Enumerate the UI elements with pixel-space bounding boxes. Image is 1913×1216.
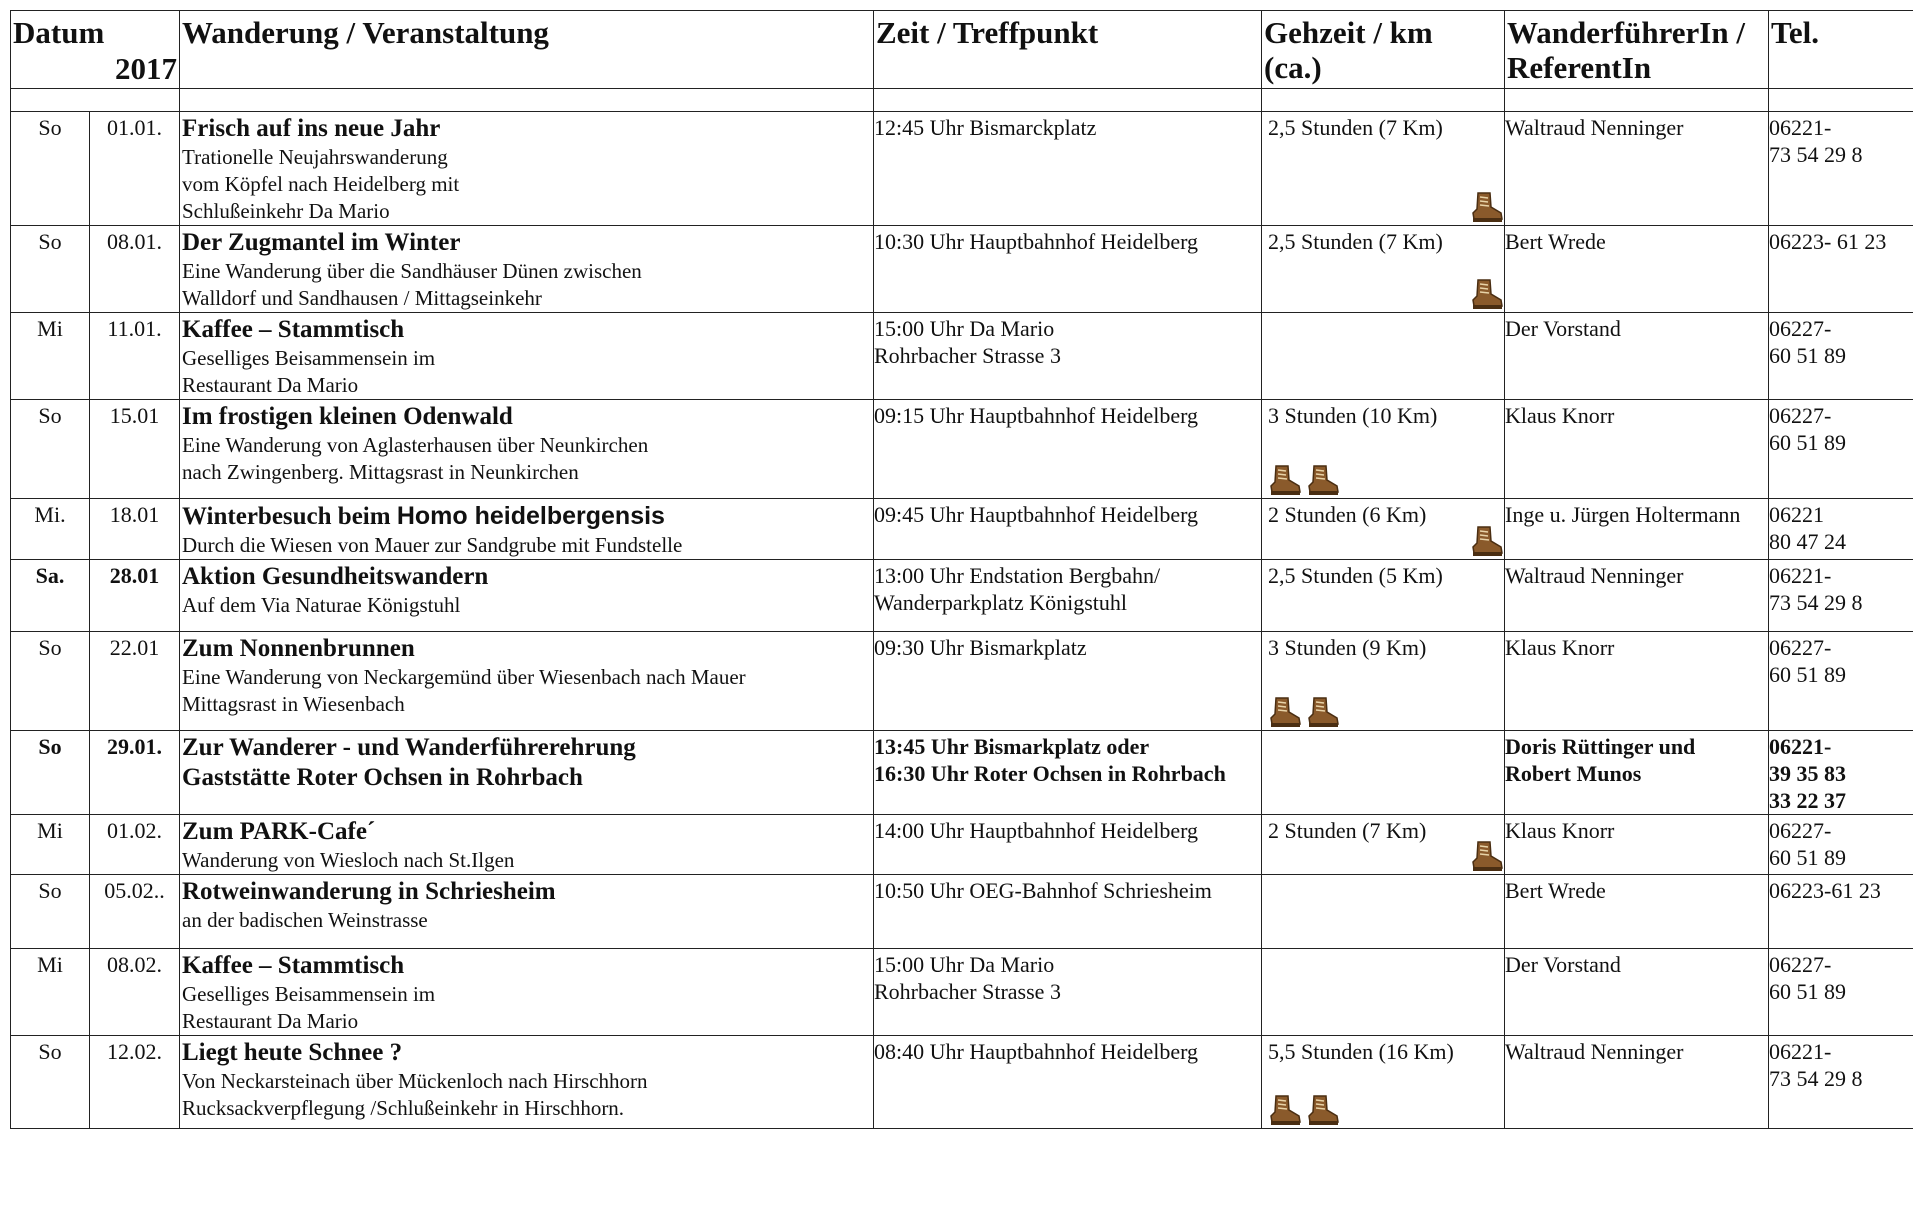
- event-title: [182, 501, 873, 532]
- header-leader: [1505, 11, 1769, 89]
- header-row: [11, 11, 1913, 89]
- event-description-line: Restaurant Da Mario: [182, 373, 359, 397]
- leader-line: Klaus Knorr: [1505, 403, 1615, 428]
- meeting-cell: [874, 949, 1262, 1036]
- duration-text: 2,5 Stunden (7 Km): [1268, 115, 1443, 140]
- phone-cell: [1769, 313, 1913, 400]
- event-description-line: Eine Wanderung von Aglasterhausen über Neunkirchen: [182, 433, 649, 457]
- phone-line: 06223- 61 23: [1769, 229, 1887, 254]
- event-cell: [180, 499, 874, 560]
- phone-cell: [1769, 1036, 1913, 1129]
- phone-cell: [1769, 112, 1913, 226]
- difficulty-boots: [1266, 1092, 1340, 1128]
- event-description-line: Auf dem Via Naturae Königstuhl: [182, 593, 461, 617]
- duration-text: 3 Stunden (9 Km): [1268, 635, 1427, 660]
- event-cell: [180, 632, 874, 731]
- event-title: [182, 733, 873, 763]
- table-row: [11, 560, 1913, 632]
- schedule-body: [11, 112, 1913, 1129]
- hiking-boot-icon: [1266, 462, 1302, 498]
- header-duration-line1: Gehzeit / km: [1264, 15, 1433, 50]
- header-duration: [1262, 11, 1505, 89]
- event-title-text: Der Zugmantel im Winter: [182, 229, 461, 256]
- event-description-line: Eine Wanderung von Neckargemünd über Wiesenbach nach Mauer: [182, 665, 746, 689]
- event-cell: [180, 226, 874, 313]
- event-description-line: Wanderung von Wiesloch nach St.Ilgen: [182, 848, 515, 872]
- phone-cell: [1769, 949, 1913, 1036]
- duration-cell: [1262, 226, 1505, 313]
- event-cell: [180, 1036, 874, 1129]
- leader-line: Waltraud Nenninger: [1505, 1039, 1684, 1064]
- event-cell: [180, 731, 874, 815]
- event-title-text: Kaffee – Stammtisch: [182, 316, 405, 343]
- header-tel: Tel.: [1769, 11, 1913, 89]
- duration-cell: [1262, 875, 1505, 949]
- header-duration-line2: (ca.): [1264, 50, 1322, 85]
- meeting-cell: [874, 560, 1262, 632]
- hiking-boot-icon: [1304, 694, 1340, 730]
- duration-cell: [1262, 949, 1505, 1036]
- event-description-line: an der badischen Weinstrasse: [182, 908, 428, 932]
- event-title-text: Frisch auf ins neue Jahr: [182, 115, 441, 142]
- leader-cell: [1505, 815, 1769, 875]
- event-description-line: Eine Wanderung über die Sandhäuser Dünen zwischen: [182, 259, 642, 283]
- event-title: [182, 951, 873, 981]
- difficulty-boots: [1266, 462, 1340, 498]
- leader-line: Klaus Knorr: [1505, 818, 1615, 843]
- leader-line: Der Vorstand: [1505, 952, 1621, 977]
- duration-text: 2,5 Stunden (7 Km): [1268, 229, 1443, 254]
- date-cell: 08.01.: [90, 226, 180, 313]
- meeting-line: 10:30 Uhr Hauptbahnhof Heidelberg: [874, 229, 1199, 254]
- leader-line: Robert Munos: [1505, 761, 1642, 786]
- event-description-line: Von Neckarsteinach über Mückenloch nach Hirschhorn: [182, 1069, 648, 1093]
- leader-line: Doris Rüttinger und: [1505, 734, 1696, 759]
- phone-cell: [1769, 226, 1913, 313]
- header-datum-label: Datum: [13, 15, 105, 50]
- duration-cell: [1262, 632, 1505, 731]
- phone-line: 06227-: [1769, 818, 1832, 843]
- meeting-cell: [874, 112, 1262, 226]
- table-row: [11, 400, 1913, 499]
- date-cell: 22.01: [90, 632, 180, 731]
- event-title: [182, 1038, 873, 1068]
- header-date: [11, 11, 180, 89]
- meeting-cell: [874, 815, 1262, 875]
- date-cell: 12.02.: [90, 1036, 180, 1129]
- meeting-cell: [874, 400, 1262, 499]
- phone-line: 06221-: [1769, 1039, 1832, 1064]
- duration-cell: [1262, 112, 1505, 226]
- event-description-line: Trationelle Neujahrswanderung: [182, 145, 448, 169]
- schedule-sheet: [10, 10, 1913, 1216]
- table-row: [11, 632, 1913, 731]
- duration-cell: [1262, 400, 1505, 499]
- hiking-boot-icon: [1266, 1092, 1302, 1128]
- event-title-sans: Homo heidelbergensis: [396, 502, 665, 530]
- duration-cell: [1262, 815, 1505, 875]
- phone-line: 06221: [1769, 502, 1824, 527]
- date-cell: 01.02.: [90, 815, 180, 875]
- phone-cell: [1769, 731, 1913, 815]
- meeting-line: 08:40 Uhr Hauptbahnhof Heidelberg: [874, 1039, 1199, 1064]
- event-title-text: Zur Wanderer - und Wanderführerehrung: [182, 734, 636, 761]
- spacer-row: [11, 89, 1913, 112]
- weekday-cell: So: [11, 400, 90, 499]
- meeting-line: 15:00 Uhr Da Mario: [874, 952, 1055, 977]
- phone-line: 80 47 24: [1769, 529, 1846, 554]
- table-row: [11, 875, 1913, 949]
- hiking-boot-icon: [1266, 694, 1302, 730]
- meeting-line: 09:30 Uhr Bismarkplatz: [874, 635, 1087, 660]
- table-row: [11, 112, 1913, 226]
- event-cell: [180, 313, 874, 400]
- event-description-line: Geselliges Beisammensein im: [182, 346, 436, 370]
- weekday-cell: Mi.: [11, 499, 90, 560]
- event-title-text: Zum Nonnenbrunnen: [182, 635, 415, 662]
- meeting-line: 09:15 Uhr Hauptbahnhof Heidelberg: [874, 403, 1199, 428]
- date-cell: 11.01.: [90, 313, 180, 400]
- event-title: [182, 877, 873, 907]
- duration-text: 2,5 Stunden (5 Km): [1268, 563, 1443, 588]
- meeting-line: 10:50 Uhr OEG-Bahnhof Schriesheim: [874, 878, 1212, 903]
- phone-line: 33 22 37: [1769, 788, 1846, 813]
- weekday-cell: So: [11, 112, 90, 226]
- leader-line: Waltraud Nenninger: [1505, 115, 1684, 140]
- meeting-cell: [874, 731, 1262, 815]
- phone-cell: [1769, 499, 1913, 560]
- duration-text: 3 Stunden (10 Km): [1268, 403, 1438, 428]
- hiking-boot-icon: [1468, 276, 1504, 312]
- leader-cell: [1505, 560, 1769, 632]
- meeting-line: 15:00 Uhr Da Mario: [874, 316, 1055, 341]
- phone-cell: [1769, 875, 1913, 949]
- meeting-cell: [874, 313, 1262, 400]
- event-description-line: Geselliges Beisammensein im: [182, 982, 436, 1006]
- duration-text: 2 Stunden (7 Km): [1268, 818, 1427, 843]
- difficulty-boots: [1468, 838, 1504, 874]
- phone-line: 06221-: [1769, 115, 1832, 140]
- event-title-text: Aktion Gesundheitswandern: [182, 563, 489, 590]
- event-cell: [180, 400, 874, 499]
- duration-cell: [1262, 1036, 1505, 1129]
- phone-line: 06227-: [1769, 635, 1832, 660]
- event-title-text: Rotweinwanderung in Schriesheim: [182, 878, 556, 905]
- weekday-cell: Mi: [11, 949, 90, 1036]
- phone-cell: [1769, 815, 1913, 875]
- leader-cell: [1505, 313, 1769, 400]
- phone-line: 60 51 89: [1769, 343, 1846, 368]
- leader-line: Inge u. Jürgen Holtermann: [1505, 502, 1741, 527]
- event-title: [182, 562, 873, 592]
- duration-text: 5,5 Stunden (16 Km): [1268, 1039, 1454, 1064]
- leader-line: Bert Wrede: [1505, 878, 1606, 903]
- hiking-boot-icon: [1468, 523, 1504, 559]
- phone-line: 73 54 29 8: [1769, 1066, 1863, 1091]
- date-cell: 28.01: [90, 560, 180, 632]
- event-title: [182, 315, 873, 345]
- table-row: [11, 313, 1913, 400]
- table-row: [11, 499, 1913, 560]
- hiking-boot-icon: [1468, 838, 1504, 874]
- header-year: 2017: [115, 51, 177, 86]
- leader-cell: [1505, 499, 1769, 560]
- leader-cell: [1505, 632, 1769, 731]
- table-row: [11, 815, 1913, 875]
- duration-cell: [1262, 313, 1505, 400]
- meeting-cell: [874, 875, 1262, 949]
- phone-line: 60 51 89: [1769, 430, 1846, 455]
- duration-cell: [1262, 499, 1505, 560]
- weekday-cell: Sa.: [11, 560, 90, 632]
- leader-line: Klaus Knorr: [1505, 635, 1615, 660]
- table-row: [11, 226, 1913, 313]
- meeting-line: 13:45 Uhr Bismarkplatz oder: [874, 734, 1150, 759]
- phone-line: 60 51 89: [1769, 662, 1846, 687]
- phone-line: 06227-: [1769, 403, 1832, 428]
- phone-cell: [1769, 400, 1913, 499]
- hiking-boot-icon: [1304, 1092, 1340, 1128]
- phone-line: 60 51 89: [1769, 845, 1846, 870]
- event-description-line: Schlußeinkehr Da Mario: [182, 199, 390, 223]
- meeting-line: 13:00 Uhr Endstation Bergbahn/: [874, 563, 1161, 588]
- weekday-cell: So: [11, 731, 90, 815]
- event-title: [182, 402, 873, 432]
- event-description-line: nach Zwingenberg. Mittagsrast in Neunkirchen: [182, 460, 579, 484]
- difficulty-boots: [1468, 276, 1504, 312]
- date-cell: 29.01.: [90, 731, 180, 815]
- difficulty-boots: [1266, 694, 1340, 730]
- phone-line: 06221-: [1769, 734, 1832, 759]
- phone-line: 73 54 29 8: [1769, 142, 1863, 167]
- date-cell: 05.02..: [90, 875, 180, 949]
- event-title-text: Winterbesuch beim: [182, 503, 397, 530]
- weekday-cell: So: [11, 632, 90, 731]
- weekday-cell: So: [11, 1036, 90, 1129]
- phone-line: 06227-: [1769, 952, 1832, 977]
- duration-text: 2 Stunden (6 Km): [1268, 502, 1427, 527]
- leader-cell: [1505, 112, 1769, 226]
- header-event: Wanderung / Veranstaltung: [180, 11, 874, 89]
- event-title: [182, 228, 873, 258]
- leader-line: Waltraud Nenninger: [1505, 563, 1684, 588]
- date-cell: 15.01: [90, 400, 180, 499]
- event-title: [182, 817, 873, 847]
- leader-cell: [1505, 400, 1769, 499]
- date-cell: 08.02.: [90, 949, 180, 1036]
- meeting-cell: [874, 499, 1262, 560]
- meeting-line: Rohrbacher Strasse 3: [874, 979, 1061, 1004]
- event-description-line: Walldorf und Sandhausen / Mittagseinkehr: [182, 286, 542, 310]
- header-time: Zeit / Treffpunkt: [874, 11, 1262, 89]
- weekday-cell: Mi: [11, 815, 90, 875]
- meeting-line: 16:30 Uhr Roter Ochsen in Rohrbach: [874, 761, 1226, 786]
- leader-cell: [1505, 731, 1769, 815]
- date-cell: 18.01: [90, 499, 180, 560]
- phone-line: 06227-: [1769, 316, 1832, 341]
- hiking-schedule-table: [10, 10, 1913, 1129]
- phone-line: 39 35 83: [1769, 761, 1846, 786]
- phone-line: 06221-: [1769, 563, 1832, 588]
- phone-line: 60 51 89: [1769, 979, 1846, 1004]
- event-cell: [180, 112, 874, 226]
- event-cell: [180, 949, 874, 1036]
- event-description-line: vom Köpfel nach Heidelberg mit: [182, 172, 460, 196]
- event-cell: [180, 875, 874, 949]
- phone-line: 73 54 29 8: [1769, 590, 1863, 615]
- weekday-cell: So: [11, 875, 90, 949]
- meeting-cell: [874, 226, 1262, 313]
- meeting-line: 14:00 Uhr Hauptbahnhof Heidelberg: [874, 818, 1199, 843]
- leader-cell: [1505, 949, 1769, 1036]
- date-cell: 01.01.: [90, 112, 180, 226]
- weekday-cell: Mi: [11, 313, 90, 400]
- duration-cell: [1262, 560, 1505, 632]
- table-row: [11, 731, 1913, 815]
- hiking-boot-icon: [1304, 462, 1340, 498]
- event-title: [182, 634, 873, 664]
- meeting-line: 09:45 Uhr Hauptbahnhof Heidelberg: [874, 502, 1199, 527]
- event-title-text: Zum PARK-Cafe´: [182, 818, 376, 845]
- meeting-cell: [874, 632, 1262, 731]
- event-title-text: Liegt heute Schnee ?: [182, 1039, 403, 1066]
- event-description-line: Restaurant Da Mario: [182, 1009, 359, 1033]
- header-leader-line1: WanderführerIn /: [1507, 15, 1745, 50]
- event-description-line: Rucksackverpflegung /Schlußeinkehr in Hirschhorn.: [182, 1096, 625, 1120]
- event-title-text: Im frostigen kleinen Odenwald: [182, 403, 513, 430]
- event-title: [182, 114, 873, 144]
- hiking-boot-icon: [1468, 189, 1504, 225]
- phone-line: 06223-61 23: [1769, 878, 1881, 903]
- event-title-text: Kaffee – Stammtisch: [182, 952, 405, 979]
- leader-cell: [1505, 875, 1769, 949]
- header-leader-line2: ReferentIn: [1507, 50, 1652, 85]
- meeting-line: Rohrbacher Strasse 3: [874, 343, 1061, 368]
- weekday-cell: So: [11, 226, 90, 313]
- leader-line: Bert Wrede: [1505, 229, 1606, 254]
- event-description-line: Mittagsrast in Wiesenbach: [182, 692, 405, 716]
- phone-cell: [1769, 560, 1913, 632]
- leader-line: Der Vorstand: [1505, 316, 1621, 341]
- phone-cell: [1769, 632, 1913, 731]
- table-row: [11, 1036, 1913, 1129]
- event-cell: [180, 815, 874, 875]
- difficulty-boots: [1468, 523, 1504, 559]
- duration-cell: [1262, 731, 1505, 815]
- event-description-line: Durch die Wiesen von Mauer zur Sandgrube mit Fundstelle: [182, 533, 683, 557]
- meeting-line: Wanderparkplatz Königstuhl: [874, 590, 1127, 615]
- leader-cell: [1505, 226, 1769, 313]
- difficulty-boots: [1468, 189, 1504, 225]
- event-cell: [180, 560, 874, 632]
- table-row: [11, 949, 1913, 1036]
- meeting-cell: [874, 1036, 1262, 1129]
- leader-cell: [1505, 1036, 1769, 1129]
- event-description-line: Gaststätte Roter Ochsen in Rohrbach: [182, 764, 583, 791]
- meeting-line: 12:45 Uhr Bismarckplatz: [874, 115, 1097, 140]
